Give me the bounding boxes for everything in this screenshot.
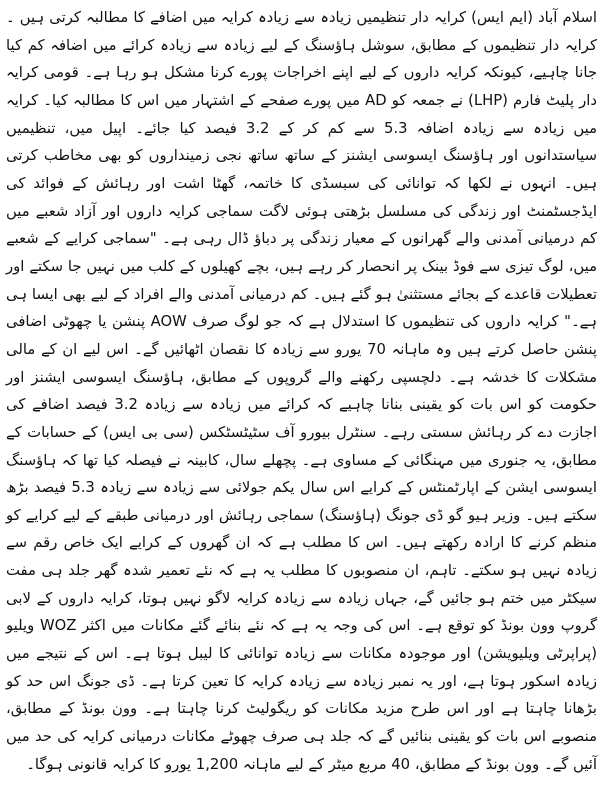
- article-paragraph: اسلام آباد (ایم ایس) کرایہ دار تنظیمیں زیادہ سے زیادہ کرایہ میں اضافے کا مطالبہ کرتی ہیں ۔ کرایہ دار تنظیموں کے مطابق، سوشل ہاؤسنگ کے لیے زیادہ سے زیادہ کرائے میں اضافہ کم کیا جانا چاہیے، کیونکہ کرایہ داروں کے لیے اپنے اخراجات پورے کرنا مشکل ہو رہا ہے۔ قومی کرایہ دار پلیٹ فارم (LHP) نے جمعہ کو AD میں پورے صفحے کے اشتہار میں اس کا مطالبہ کیا۔ کرایہ میں زیادہ سے زیادہ اضافہ 5.3 سے کم کر کے 3.2 فیصد کیا جائے۔ اپیل میں، تنظیمیں سیاستدانوں اور ہاؤسنگ ایسوسی ایشنز کے ساتھ ساتھ نجی زمینداروں کو بھی مخاطب کرتی ہیں۔ انہوں نے لکھا کہ توانائی کی سبسڈی کا خاتمہ، گھٹا اشت اور رہائش کے فوائد کی ایڈجسٹمنٹ اور زندگی کی مسلسل بڑھتی ہوئی لاگت سماجی کرایہ داروں اور آزاد شعبے میں کم درمیانی آمدنی والے گھرانوں کے معیار زندگی پر دباؤ ڈال رہی ہے۔ "سماجی کرایے کے شعبے میں، لوگ تیزی سے فوڈ بینک پر انحصار کر رہے ہیں، بچے کھیلوں کے کلب میں نہیں جا سکتے اور تعطیلات قاعدے کے بجائے مستثنیٰ ہو گئے ہیں۔ کم درمیانی آمدنی والے افراد کے لیے بھی ایسا ہی ہے۔" کرایہ داروں کی تنظیموں کا استدلال ہے کہ جو لوگ صرف AOW پنشن یا چھوٹی اضافی پنشن حاصل کرتے ہیں وہ ماہانہ 70 یورو سے زیادہ کا نقصان اٹھائیں گے۔ اس لیے ان کے مالی مشکلات کا خدشہ ہے۔ دلچسپی رکھنے والے گروپوں کے مطابق، ہاؤسنگ ایسوسی ایشنز اور حکومت کو اس بات کو یقینی بنانا چاہیے کہ کرائے میں زیادہ سے زیادہ 3.2 فیصد اضافے کی اجازت دے کر رہائش سستی رہے۔ سنٹرل بیورو آف سٹیٹسٹکس (سی بی ایس) کے حسابات کے مطابق، یہ جنوری میں مہنگائی کے مساوی ہے۔ پچھلے سال، کابینہ نے فیصلہ کیا تھا کہ ہاؤسنگ ایسوسی ایشن کے اپارٹمنٹس کے کرایے اس سال یکم جولائی سے زیادہ سے زیادہ 5.3 فیصد بڑھ سکتے ہیں۔ وزیر ہیو گو ڈی جونگ (ہاؤسنگ) سماجی رہائش اور درمیانی طبقے کے لیے کرایے کو منظم کرنے کا ارادہ رکھتے ہیں۔ اس کا مطلب ہے کہ ان گھروں کے کرایے ایک خاص رقم سے زیادہ نہیں ہو سکتے۔ تاہم، ان منصوبوں کا مطلب یہ ہے کہ نئے تعمیر شدہ گھر جلد ہی مفت سیکٹر میں ختم ہو جائیں گے، جہاں زیادہ سے زیادہ کرایہ لاگو نہیں ہوتا، کرایہ داروں کے لابی گروپ وون بونڈ کو توقع ہے۔ اس کی وجہ یہ ہے کہ نئے بنائے گئے مکانات میں اکثر WOZ ویلیو (پراپرٹی ویلیویشن) اور موجودہ مکانات سے زیادہ توانائی کا لیبل ہوتا ہے۔ اس کے نتیجے میں زیادہ اسکور ہوتا ہے، اور یہ نمبر زیادہ سے زیادہ کرایہ کا تعین کرتا ہے۔ ڈی جونگ اس حد کو بڑھانا چاہتا ہے اور اس طرح مزید مکانات کو ریگولیٹ کرنا چاہتا ہے۔ وون بونڈ کے مطابق، منصوبے اس بات کو یقینی بنائیں گے کہ جلد ہی صرف چھوٹے مکانات درمیانی کرایہ کی حد میں آئیں گے۔ وون بونڈ کے مطابق، 40 مربع میٹر کے لیے ماہانہ 1,200 یورو کا کرایہ قانونی ہوگا۔: [6, 9, 598, 773]
